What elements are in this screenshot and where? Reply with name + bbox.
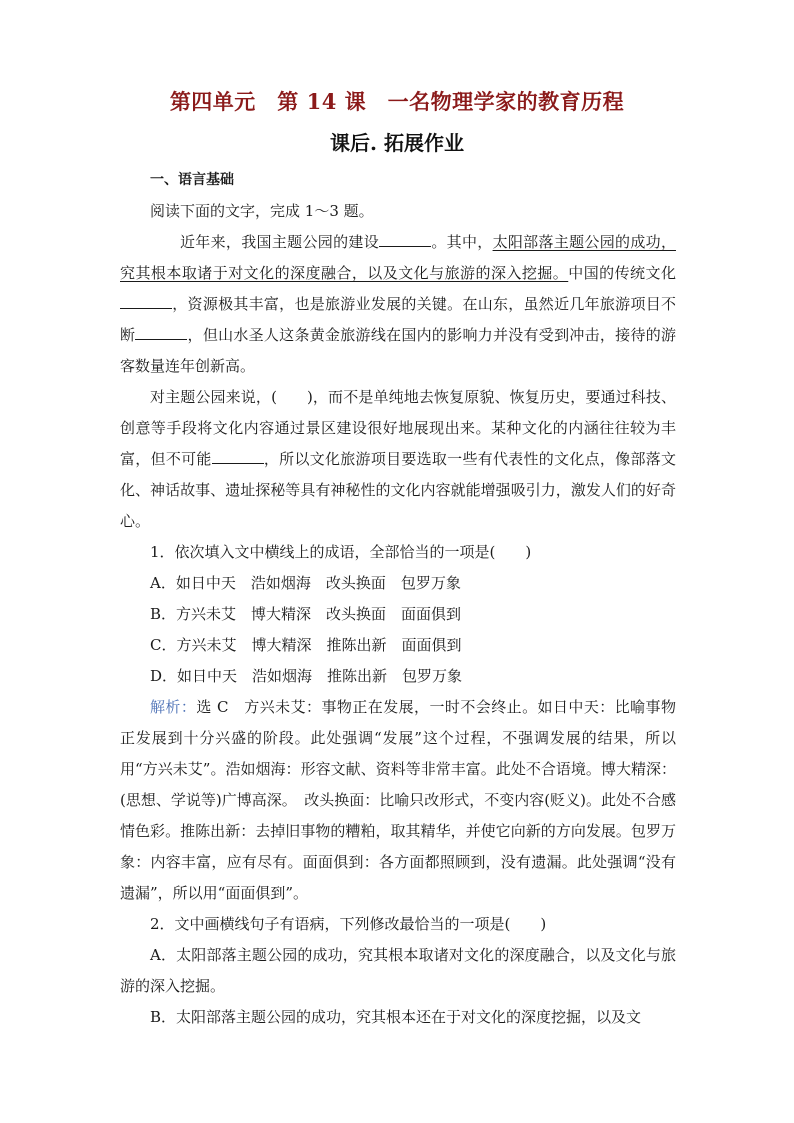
page-title: 第四单元 第 14 课 一名物理学家的教育历程	[169, 89, 625, 114]
blank-line-1	[379, 228, 431, 247]
question-2-stem: 2．文中画横线句子有语病，下列修改最恰当的一项是( )	[150, 915, 547, 933]
question-1-option-a: A．如日中天 浩如烟海 改头换面 包罗万象	[150, 574, 461, 592]
question-1-analysis: 解析：选 C 方兴未艾：事物正在发展，一时不会终止。如日中天：比喻事物正发展到十分兴盛的阶段。此处强调“发展”这个过程，不强调发展的结果，所以用“方兴未艾”。浩如烟海：形容文献、资料等非常丰富。此处不合语境。博大精深：(思想、学说等)广博高深。 改头换面：比喻只改形式，不变内容(贬义)。此处不合感情色彩。推陈出新：去掉旧事物的糟粕，取其精华，并使它向新的方向发展。包罗万象：内容丰富，应有尽有。面面俱到：各方面都照顾到，没有遗漏。此处强调“没有遗漏”，所以用“面面俱到”。	[120, 698, 676, 902]
reading-instruction: 阅读下面的文字，完成 1～3 题。	[150, 202, 374, 220]
analysis-label: 解析：	[150, 698, 197, 716]
passage-paragraph-1: 近年来，我国主题公园的建设 。其中，太阳部落主题公园的成功，究其根本取诸于对文化的深度融合，以及文化与旅游的深入挖掘。中国的传统文化，资源极其丰富，也是旅游业发展的关键。在山东，虽然近几年旅游项目不断 ，但山水圣人这条黄金旅游线在国内的影响力并没有受到冲击，接待的游客数量连年创新高。	[120, 227, 676, 382]
passage-paragraph-2: 对主题公园来说，( )，而不是单纯地去恢复原貌、恢复历史，要通过科技、创意等手段将文化内容通过景区建设很好地展现出来。某种文化的内涵往往较为丰富，但不可能 ，所以文化旅游项目要选取一些有代表性的文化点，像部落文化、神话故事、遗址探秘等具有神秘性的文化内容就能增强吸引力，激发人们的好奇心。	[120, 388, 677, 530]
question-1-option-d: D．如日中天 浩如烟海 推陈出新 包罗万象	[150, 667, 463, 685]
question-2-option-b: B．太阳部落主题公园的成功，究其根本还在于对文化的深度挖掘，以及文	[150, 1008, 642, 1026]
underlined-sentence: 太阳部落主题公园的成功，究其根本取诸于对文化的深度融合，以及文化与旅游的深入挖掘。	[120, 233, 676, 282]
blank-line-3	[135, 321, 187, 340]
question-1-option-b: B．方兴未艾 博大精深 改头换面 面面俱到	[150, 605, 462, 623]
question-1-stem: 1．依次填入文中横线上的成语，全部恰当的一项是( )	[150, 543, 532, 561]
blank-line-4	[212, 445, 264, 464]
section-heading: 一、语言基础	[150, 172, 234, 188]
question-1-option-c: C．方兴未艾 博大精深 推陈出新 面面俱到	[150, 636, 462, 654]
page-subtitle: 课后. 拓展作业	[330, 131, 464, 155]
document-body	[120, 165, 676, 1033]
blank-line-2	[120, 290, 172, 309]
question-2-option-a: A．太阳部落主题公园的成功，究其根本取诸对文化的深度融合，以及文化与旅游的深入挖掘。	[120, 946, 676, 995]
